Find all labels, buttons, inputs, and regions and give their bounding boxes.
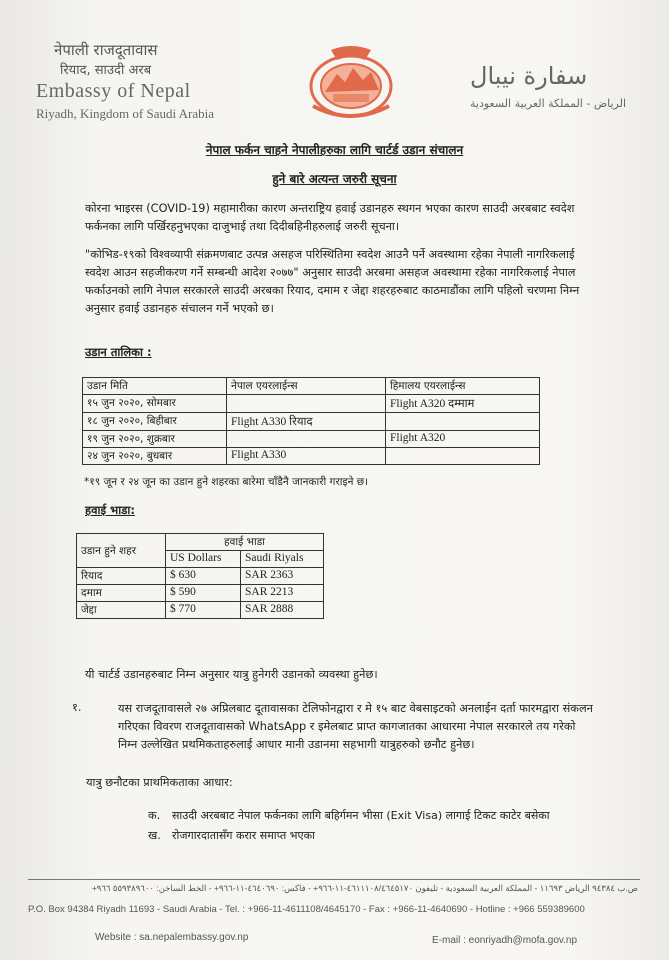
header-air-fare: हवाई भाडा bbox=[166, 534, 324, 551]
header-himalaya-airlines: हिमालय एयरलाईन्स bbox=[386, 378, 540, 395]
nepal-airlines-cell: Flight A330 रियाद bbox=[227, 413, 386, 431]
nepal-emblem-icon bbox=[303, 42, 399, 122]
notice-title-line2: हुने बारे अत्यन्त जरुरी सूचना bbox=[272, 172, 397, 186]
priority-item: रोजगारदातासँग करार समाप्त भएका bbox=[172, 829, 315, 842]
table-header-row bbox=[83, 378, 540, 395]
embassy-name-english: Embassy of Nepal bbox=[36, 80, 191, 102]
table-row bbox=[77, 585, 324, 602]
usd-cell: $ 770 bbox=[166, 602, 241, 619]
nepal-airlines-cell bbox=[227, 431, 386, 448]
sar-cell: SAR 2363 bbox=[241, 568, 324, 585]
priority-item: साउदी अरबबाट नेपाल फर्कनका लागि बहिर्गमन भीसा (Exit Visa) लागाई टिकट काटेर बसेका bbox=[172, 809, 550, 822]
flight-date-cell: १९ जुन २०२०, शुक्रबार bbox=[83, 431, 227, 448]
priority-heading: यात्रु छनौटका प्राथमिकताका आधार: bbox=[86, 776, 233, 789]
nepal-airlines-cell bbox=[227, 395, 386, 413]
himalaya-airlines-cell bbox=[386, 448, 540, 465]
sar-cell: SAR 2888 bbox=[241, 602, 324, 619]
table-row bbox=[83, 413, 540, 431]
sar-cell: SAR 2213 bbox=[241, 585, 324, 602]
priority-number: ख. bbox=[148, 829, 161, 842]
table-row bbox=[83, 395, 540, 413]
header-city: उडान हुने शहर bbox=[77, 534, 166, 568]
table-header-row bbox=[77, 534, 324, 551]
footer-arabic: ص.ب ٩٤٣٨٤ الرياض ١١٦٩٣ - المملكة العربية السعودية - تليفون ٤٦١١١٠٨/٤٦٤٥١٧٠-١١-٩٦٦+ - فاكس: ٤٦٤٠٦٩٠-١١-٩٦٦+ - الخط الساخن: ٥٥٩٣٨٩٦٠٠ ٩٦٦+ bbox=[91, 883, 638, 893]
embassy-name-arabic: سفارة نيبال bbox=[470, 62, 588, 90]
fare-heading: हवाई भाडा: bbox=[85, 503, 135, 517]
header-saudi-riyals: Saudi Riyals bbox=[241, 551, 324, 568]
intro-paragraph: कोरना भाइरस (COVID-19) महामारीका कारण अन्तराष्ट्रिय हवाई उडानहरु स्थगन भएका कारण साउदी अरबबाट स्वदेश फर्कनका लागि पर्खिरहनुभएका दाजुभाई तथा दिदीबहिनीहरुलाई जरुरी सूचना। bbox=[85, 202, 575, 233]
flight-date-cell: १५ जुन २०२०, सोमबार bbox=[83, 395, 227, 413]
schedule-heading: उडान तालिका : bbox=[85, 345, 152, 359]
embassy-location-english: Riyadh, Kingdom of Saudi Arabia bbox=[36, 106, 215, 121]
himalaya-airlines-cell: Flight A320 bbox=[386, 431, 540, 448]
table-row bbox=[77, 568, 324, 585]
header-us-dollars: US Dollars bbox=[166, 551, 241, 568]
embassy-name-nepali: नेपाली राजदूतावास bbox=[54, 41, 158, 59]
priority-number: क. bbox=[148, 809, 161, 822]
order-paragraph: "कोभिड-१९को विश्वव्यापी संक्रमणबाट उत्पन्न असहज परिस्थितिमा स्वदेश आउनै पर्ने अवस्थामा रहेका नेपाली नागरिकलाई स्वदेश आउन सहजीकरण गर्ने सम्बन्धी आदेश २०७७" अनुसार साउदी अरबमा असहज अवस्थामा रहेका नागरिकलाई नेपाल फर्काउनको लागि नेपाल सरकारले साउदी अरबका रियाद, दमाम र जेद्दा शहरहरुबाट काठमाडौंका लागि पहिलो चरणमा निम्न अनुसार हवाई उडानहरु संचालन गर्ने भएको छ। bbox=[85, 248, 580, 315]
embassy-location-arabic: الرياض - المملكة العربية السعودية bbox=[470, 97, 627, 110]
item-number: १. bbox=[72, 701, 82, 714]
usd-cell: $ 630 bbox=[166, 568, 241, 585]
flight-schedule-table bbox=[82, 377, 540, 465]
usd-cell: $ 590 bbox=[166, 585, 241, 602]
city-cell: दमाम bbox=[77, 585, 166, 602]
footer-website: Website : sa.nepalembassy.gov.np bbox=[95, 932, 249, 943]
himalaya-airlines-cell: Flight A320 दम्माम bbox=[386, 395, 540, 413]
table-row bbox=[83, 431, 540, 448]
header-flight-date: उडान मिति bbox=[83, 378, 227, 395]
flight-date-cell: १८ जुन २०२०, बिहीबार bbox=[83, 413, 227, 431]
embassy-location-nepali: रियाद, साउदी अरब bbox=[60, 63, 152, 78]
flight-date-cell: २४ जुन २०२०, बुधबार bbox=[83, 448, 227, 465]
nepal-airlines-cell: Flight A330 bbox=[227, 448, 386, 465]
selection-paragraph: यस राजदूतावासले २७ अप्रिलबाट दूतावासका टेलिफोनद्वारा र मे १५ बाट वेबसाइटको अनलाईन दर्ता फारमद्वारा संकलन गरिएका विवरण राजदूतावासको WhatsApp र इमेलबाट प्राप्त कागजातका आधारमा नेपाल सरकारले तय गरेको निम्न उल्लेखित प्रथमिकताहरुलाई आधार मानी उडानमा सहभागी यात्रुहरुको छनौट हुनेछ। bbox=[118, 702, 593, 751]
table-row bbox=[83, 448, 540, 465]
header-nepal-airlines: नेपाल एयरलाईन्स bbox=[227, 378, 386, 395]
notice-title-line1: नेपाल फर्कन चाहने नेपालीहरुका लागि चार्टर्ड उडान संचालन bbox=[205, 143, 464, 157]
air-fare-table bbox=[76, 533, 324, 619]
arrangement-paragraph: यी चार्टर्ड उडानहरुबाट निम्न अनुसार यात्रु हुनेगरी उडानको व्यवस्था हुनेछ। bbox=[85, 668, 378, 681]
table-row bbox=[77, 602, 324, 619]
footer-divider bbox=[28, 879, 640, 880]
city-cell: रियाद bbox=[77, 568, 166, 585]
schedule-note: *१९ जून र २४ जून का उडान हुने शहरका बारेमा चाँडैनै जानकारी गराइने छ। bbox=[84, 476, 369, 488]
footer-address: P.O. Box 94384 Riyadh 11693 - Saudi Arabia - Tel. : +966-11-4611108/4645170 - Fax : +966-11-4640690 - Hotline : +966 559389600 bbox=[28, 904, 585, 915]
himalaya-airlines-cell bbox=[386, 413, 540, 431]
footer-email: E-mail : eonriyadh@mofa.gov.np bbox=[432, 935, 578, 946]
city-cell: जेद्दा bbox=[77, 602, 166, 619]
